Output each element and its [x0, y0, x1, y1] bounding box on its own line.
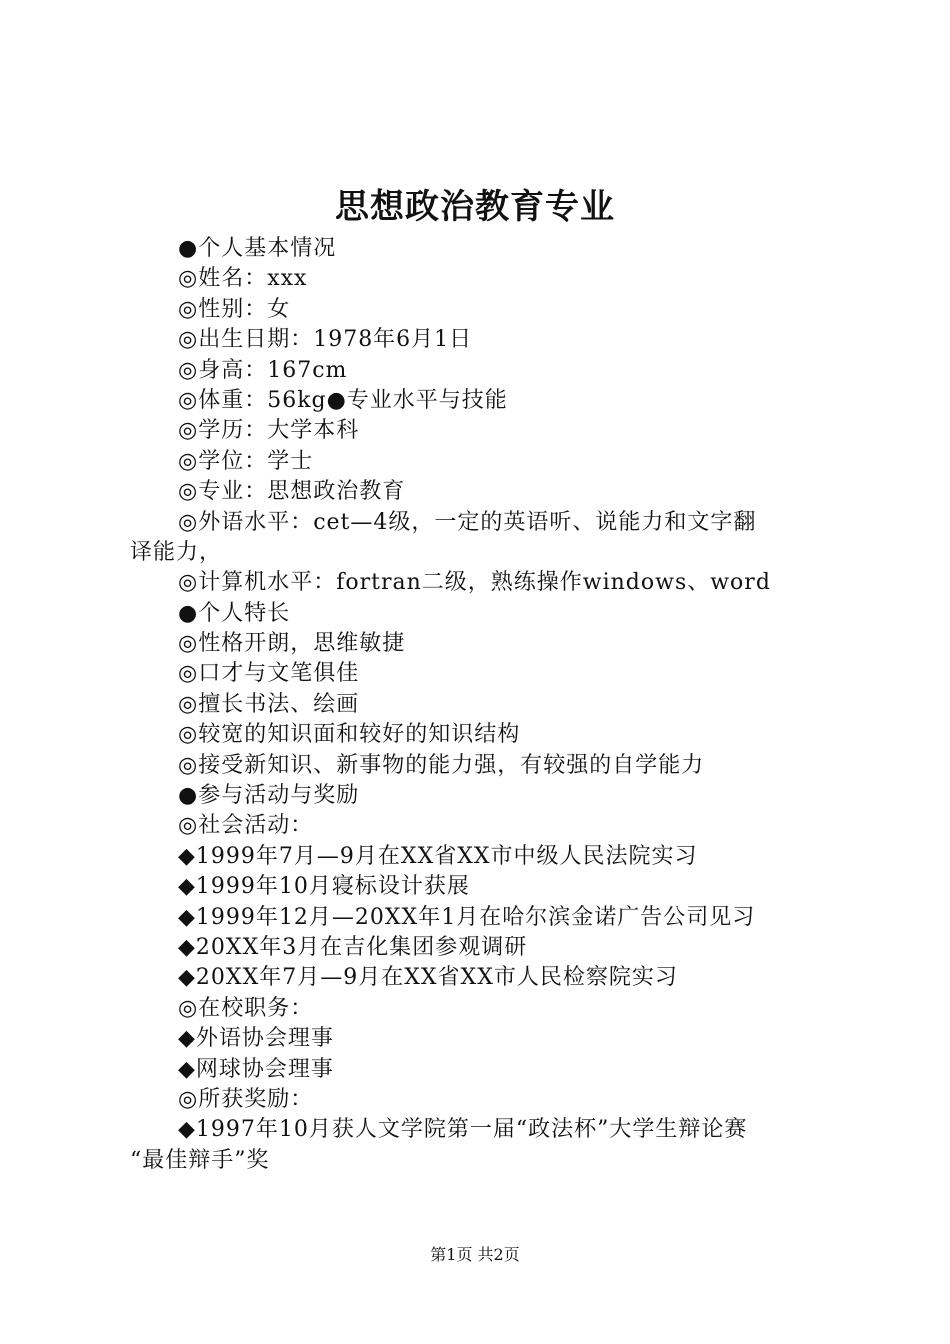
info-weight: ◎体重：56kg●专业水平与技能	[178, 387, 508, 413]
document-body	[130, 234, 835, 1176]
page-footer: 第1页 共2页	[430, 1245, 520, 1264]
activity-item: ◆1999年7月—9月在XX省XX市中级人民法院实习	[178, 843, 698, 869]
specialty-item: ◎擅长书法、绘画	[178, 691, 360, 717]
position-item: ◆外语协会理事	[178, 1026, 334, 1052]
info-name: ◎姓名：xxx	[178, 266, 308, 292]
section-heading-basic-info: ●个人基本情况	[178, 236, 337, 261]
info-computer-skills: ◎计算机水平：fortran二级，熟练操作windows、word	[178, 570, 771, 596]
specialty-item: ◎较宽的知识面和较好的知识结构	[178, 722, 521, 748]
activity-item: ◆20XX年3月在吉化集团参观调研	[178, 934, 528, 960]
subsection-social-activities: ◎社会活动：	[178, 813, 314, 839]
specialty-item: ◎接受新知识、新事物的能力强，有较强的自学能力	[178, 752, 705, 778]
info-degree: ◎学位：学士	[178, 448, 314, 474]
activity-item: ◆1999年12月—20XX年1月在哈尔滨金诺广告公司见习	[178, 904, 756, 930]
subsection-campus-positions: ◎在校职务：	[178, 995, 314, 1021]
section-heading-specialties: ●个人特长	[178, 600, 291, 626]
info-gender: ◎性别：女	[178, 296, 291, 322]
section-heading-activities: ●参与活动与奖励	[178, 783, 360, 809]
award-item-continued: “最佳辩手”奖	[130, 1147, 270, 1173]
specialty-item: ◎口才与文笔俱佳	[178, 661, 360, 687]
specialty-item: ◎性格开朗，思维敏捷	[178, 631, 406, 657]
document-title: 思想政治教育专业	[335, 187, 615, 227]
info-birthdate: ◎出生日期：1978年6月1日	[178, 327, 473, 353]
activity-item: ◆20XX年7月—9月在XX省XX市人民检察院实习	[178, 965, 678, 991]
info-education: ◎学历：大学本科	[178, 418, 360, 444]
award-item: ◆1997年10月获人文学院第一届“政法杯”大学生辩论赛	[178, 1117, 748, 1143]
position-item: ◆网球协会理事	[178, 1056, 334, 1082]
info-major: ◎专业：思想政治教育	[178, 479, 406, 505]
info-height: ◎身高：167cm	[178, 357, 348, 383]
info-foreign-language-continued: 译能力，	[130, 539, 223, 565]
info-foreign-language: ◎外语水平：cet—4级，一定的英语听、说能力和文字翻	[178, 509, 757, 535]
subsection-awards: ◎所获奖励：	[178, 1086, 314, 1112]
activity-item: ◆1999年10月寝标设计获展	[178, 874, 470, 900]
